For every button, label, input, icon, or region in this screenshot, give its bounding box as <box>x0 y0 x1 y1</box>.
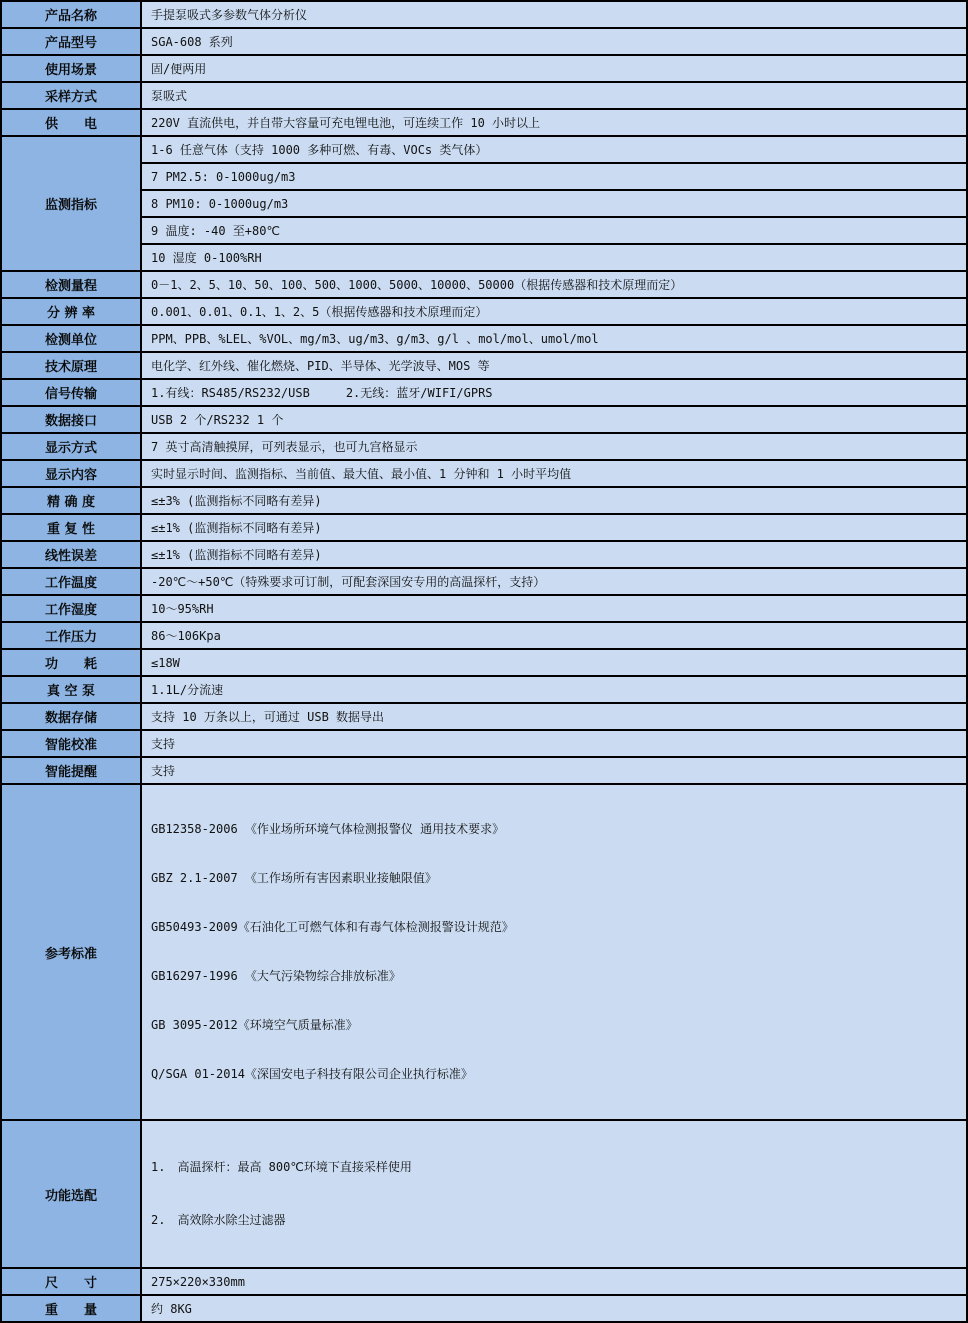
standard-line: GB50493-2009《石油化工可燃气体和有毒气体检测报警设计规范》 <box>151 920 514 934</box>
table-row-monitoring <box>1 136 967 163</box>
table-row <box>1 514 967 541</box>
row-value: ≤±1% (监测指标不同略有差异) <box>141 541 967 568</box>
table-row-options <box>1 1120 967 1268</box>
row-value: USB 2 个/RS232 1 个 <box>141 406 967 433</box>
row-label: 工作温度 <box>1 568 141 595</box>
row-subvalue: 8 PM10: 0-1000ug/m3 <box>141 190 967 217</box>
table-row <box>1 703 967 730</box>
row-value-options <box>141 1120 967 1268</box>
table-row <box>1 568 967 595</box>
row-value: 约 8KG <box>141 1295 967 1322</box>
row-value: 手提泵吸式多参数气体分析仪 <box>141 1 967 28</box>
row-label: 使用场景 <box>1 55 141 82</box>
table-row-monitoring <box>1 190 967 217</box>
table-row <box>1 1268 967 1295</box>
row-value: ≤±3% (监测指标不同略有差异) <box>141 487 967 514</box>
row-value: ≤±1% (监测指标不同略有差异) <box>141 514 967 541</box>
row-value: 86～106Kpa <box>141 622 967 649</box>
row-label: 智能提醒 <box>1 757 141 784</box>
table-row <box>1 1295 967 1322</box>
table-row <box>1 757 967 784</box>
table-row <box>1 298 967 325</box>
row-label: 工作压力 <box>1 622 141 649</box>
row-subvalue: 10 湿度 0-100%RH <box>141 244 967 271</box>
row-label: 显示方式 <box>1 433 141 460</box>
row-label: 智能校准 <box>1 730 141 757</box>
row-label: 数据存储 <box>1 703 141 730</box>
row-label: 参考标准 <box>1 784 141 1120</box>
row-label: 精 确 度 <box>1 487 141 514</box>
row-subvalue: 1-6 任意气体（支持 1000 多种可燃、有毒、VOCs 类气体） <box>141 136 967 163</box>
table-row-monitoring <box>1 217 967 244</box>
table-row <box>1 109 967 136</box>
table-row <box>1 1 967 28</box>
row-value: 电化学、红外线、催化燃烧、PID、半导体、光学波导、MOS 等 <box>141 352 967 379</box>
standard-line: Q/SGA 01-2014《深国安电子科技有限公司企业执行标准》 <box>151 1067 473 1081</box>
row-value: 固/便两用 <box>141 55 967 82</box>
row-label: 采样方式 <box>1 82 141 109</box>
row-label: 功 耗 <box>1 649 141 676</box>
row-value: 泵吸式 <box>141 82 967 109</box>
row-value: 支持 <box>141 730 967 757</box>
table-row <box>1 487 967 514</box>
row-label: 数据接口 <box>1 406 141 433</box>
row-value: 7 英寸高清触摸屏，可列表显示，也可九宫格显示 <box>141 433 967 460</box>
row-subvalue: 7 PM2.5: 0-1000ug/m3 <box>141 163 967 190</box>
standard-line: GB 3095-2012《环境空气质量标准》 <box>151 1018 358 1032</box>
table-row <box>1 676 967 703</box>
option-line: 2. 高效除水除尘过滤器 <box>151 1213 286 1227</box>
row-label: 重 复 性 <box>1 514 141 541</box>
row-subvalue: 9 温度: -40 至+80℃ <box>141 217 967 244</box>
row-label: 工作湿度 <box>1 595 141 622</box>
row-value: 10～95%RH <box>141 595 967 622</box>
table-row <box>1 595 967 622</box>
table-row-standards <box>1 784 967 1120</box>
row-label: 供 电 <box>1 109 141 136</box>
row-value: 0－1、2、5、10、50、100、500、1000、5000、10000、50000（根据传感器和技术原理而定） <box>141 271 967 298</box>
table-row <box>1 379 967 406</box>
row-value: 0.001、0.01、0.1、1、2、5（根据传感器和技术原理而定） <box>141 298 967 325</box>
row-value: 1.1L/分流速 <box>141 676 967 703</box>
row-label: 检测单位 <box>1 325 141 352</box>
row-label: 产品型号 <box>1 28 141 55</box>
table-row <box>1 649 967 676</box>
row-value: PPM、PPB、%LEL、%VOL、mg/m3、ug/m3、g/m3、g/l 、mol/mol、umol/mol <box>141 325 967 352</box>
row-label: 产品名称 <box>1 1 141 28</box>
table-row <box>1 55 967 82</box>
row-label: 信号传输 <box>1 379 141 406</box>
table-row <box>1 622 967 649</box>
table-row <box>1 730 967 757</box>
row-value-standards <box>141 784 967 1120</box>
table-row <box>1 541 967 568</box>
row-label: 检测量程 <box>1 271 141 298</box>
table-row <box>1 433 967 460</box>
standard-line: GB16297-1996 《大气污染物综合排放标准》 <box>151 969 401 983</box>
row-value: 275×220×330mm <box>141 1268 967 1295</box>
table-row-monitoring <box>1 163 967 190</box>
row-value: 220V 直流供电，并自带大容量可充电锂电池，可连续工作 10 小时以上 <box>141 109 967 136</box>
row-value: 实时显示时间、监测指标、当前值、最大值、最小值、1 分钟和 1 小时平均值 <box>141 460 967 487</box>
row-label: 重 量 <box>1 1295 141 1322</box>
standard-line: GBZ 2.1-2007 《工作场所有害因素职业接触限值》 <box>151 871 437 885</box>
row-label: 分 辨 率 <box>1 298 141 325</box>
table-row-monitoring <box>1 244 967 271</box>
table-row <box>1 271 967 298</box>
row-value: -20℃～+50℃（特殊要求可订制，可配套深国安专用的高温探杆，支持） <box>141 568 967 595</box>
table-row <box>1 28 967 55</box>
row-label: 显示内容 <box>1 460 141 487</box>
row-label: 技术原理 <box>1 352 141 379</box>
row-value: 支持 10 万条以上，可通过 USB 数据导出 <box>141 703 967 730</box>
option-line: 1. 高温探杆：最高 800℃环境下直接采样使用 <box>151 1160 412 1174</box>
table-row <box>1 352 967 379</box>
table-row <box>1 325 967 352</box>
row-value: 支持 <box>141 757 967 784</box>
row-label: 线性误差 <box>1 541 141 568</box>
table-row <box>1 82 967 109</box>
row-value: 1.有线：RS485/RS232/USB 2.无线：蓝牙/WIFI/GPRS <box>141 379 967 406</box>
row-value: SGA-608 系列 <box>141 28 967 55</box>
table-row <box>1 460 967 487</box>
row-label: 尺 寸 <box>1 1268 141 1295</box>
row-label: 功能选配 <box>1 1120 141 1268</box>
standard-line: GB12358-2006 《作业场所环境气体检测报警仪 通用技术要求》 <box>151 822 505 836</box>
table-row <box>1 406 967 433</box>
row-label: 监测指标 <box>1 136 141 271</box>
row-label: 真 空 泵 <box>1 676 141 703</box>
row-value: ≤18W <box>141 649 967 676</box>
